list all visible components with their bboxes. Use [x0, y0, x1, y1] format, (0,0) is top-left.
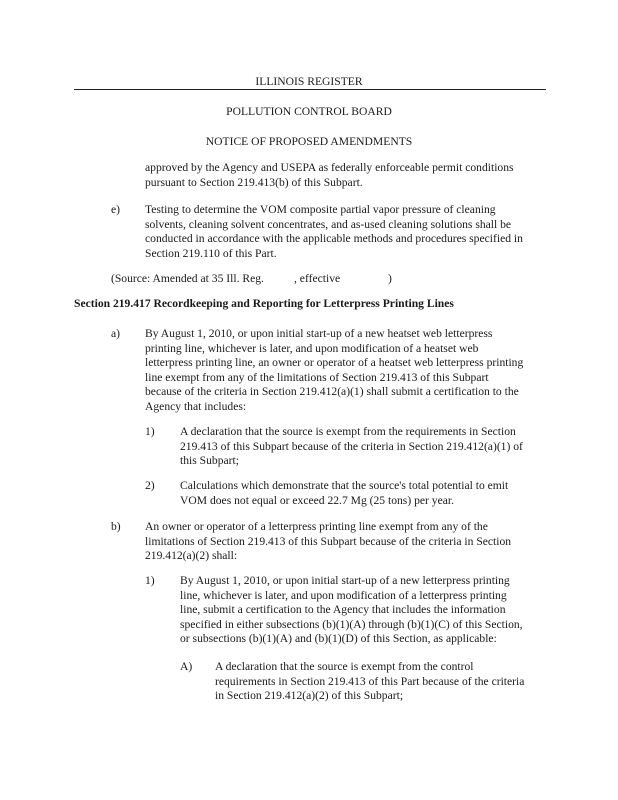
notice-title: NOTICE OF PROPOSED AMENDMENTS: [205, 135, 413, 148]
text-line: solvents, cleaning solvent concentrates, and as-used cleaning solutions shall be: [145, 217, 512, 231]
item-a-text: [145, 327, 523, 415]
item-e-label: e): [111, 203, 121, 216]
text-line: An owner or operator of a letterpress printing line exempt from any of the: [145, 520, 488, 533]
text-line: printing line, whichever is later, and upon modification of a heatset web: [145, 341, 479, 355]
text-line: VOM does not equal or exceed 22.7 Mg (25 tons) per year.: [180, 493, 454, 507]
item-b-text: [145, 520, 511, 564]
section-heading: Section 219.417 Recordkeeping and Reporting for Letterpress Printing Lines: [74, 297, 454, 310]
text-line: or subsections (b)(1)(A) and (b)(1)(D) of this Section, as applicable:: [180, 632, 497, 646]
text-line: 219.412(a)(2) shall:: [145, 549, 238, 563]
text-line: because of the criteria in Section 219.412(a)(1) shall submit a certification to the: [145, 385, 519, 399]
item-b-label: b): [111, 520, 121, 533]
item-a1-label: 1): [145, 425, 155, 438]
text-line: Calculations which demonstrate that the source's total potential to emit: [180, 479, 509, 492]
text-line: line, whichever is later, and upon modification of a letterpress printing: [180, 588, 507, 602]
text-line: conducted in accordance with the applicable methods and procedures specified in: [145, 232, 523, 246]
source-amended: (Source: Amended at 35 Ill. Reg.: [111, 272, 264, 285]
item-a-label: a): [111, 327, 121, 340]
text-line: Section 219.110 of this Part.: [145, 246, 277, 260]
register-title: ILLINOIS REGISTER: [255, 75, 363, 88]
text-line: By August 1, 2010, or upon initial start-up of a new heatset web letterpress: [145, 327, 493, 340]
text-line: this Subpart;: [180, 454, 239, 468]
continuation-paragraph: [145, 161, 514, 190]
text-line: line, submit a certification to the Agency that includes the information: [180, 603, 506, 617]
item-b1-label: 1): [145, 574, 155, 587]
text-line: requirements in Section 219.413 of this Part because of the criteria: [215, 674, 525, 688]
text-line: limitations of Section 219.413 of this Subpart because of the criteria in Section: [145, 534, 512, 548]
item-a1-text: [180, 425, 523, 469]
text-line: pursuant to Section 219.413(b) of this Subpart.: [145, 175, 363, 189]
text-line: A declaration that the source is exempt from the requirements in Section: [180, 425, 516, 438]
source-effective: , effective: [294, 272, 341, 285]
source-close: ): [388, 272, 392, 285]
text-line: specified in either subsections (b)(1)(A) through (b)(1)(C) of this Section,: [180, 617, 523, 631]
text-line: in Section 219.412(a)(2) of this Subpart;: [215, 689, 404, 703]
text-line: letterpress printing line, an owner or operator of a heatset web letterpress printing: [145, 356, 524, 370]
text-line: Testing to determine the VOM composite partial vapor pressure of cleaning: [145, 203, 496, 216]
header-rule: [74, 89, 546, 90]
item-e-text: [145, 203, 523, 261]
text-line: 219.413 of this Subpart because of the criteria in Section 219.412(a)(1) of: [180, 439, 523, 453]
text-line: approved by the Agency and USEPA as federally enforceable permit conditions: [145, 161, 514, 174]
item-a2-label: 2): [145, 479, 155, 492]
text-line: line exempt from any of the limitations of Section 219.413 of this Subpart: [145, 370, 489, 384]
item-b1a-text: [215, 660, 524, 704]
text-line: By August 1, 2010, or upon initial start-up of a new letterpress printing: [180, 574, 510, 587]
text-line: A declaration that the source is exempt from the control: [215, 660, 474, 673]
item-b1-text: [180, 574, 523, 647]
board-title: POLLUTION CONTROL BOARD: [226, 105, 392, 118]
item-a2-text: [180, 479, 508, 508]
text-line: Agency that includes:: [145, 399, 247, 413]
item-b1a-label: A): [180, 660, 193, 673]
